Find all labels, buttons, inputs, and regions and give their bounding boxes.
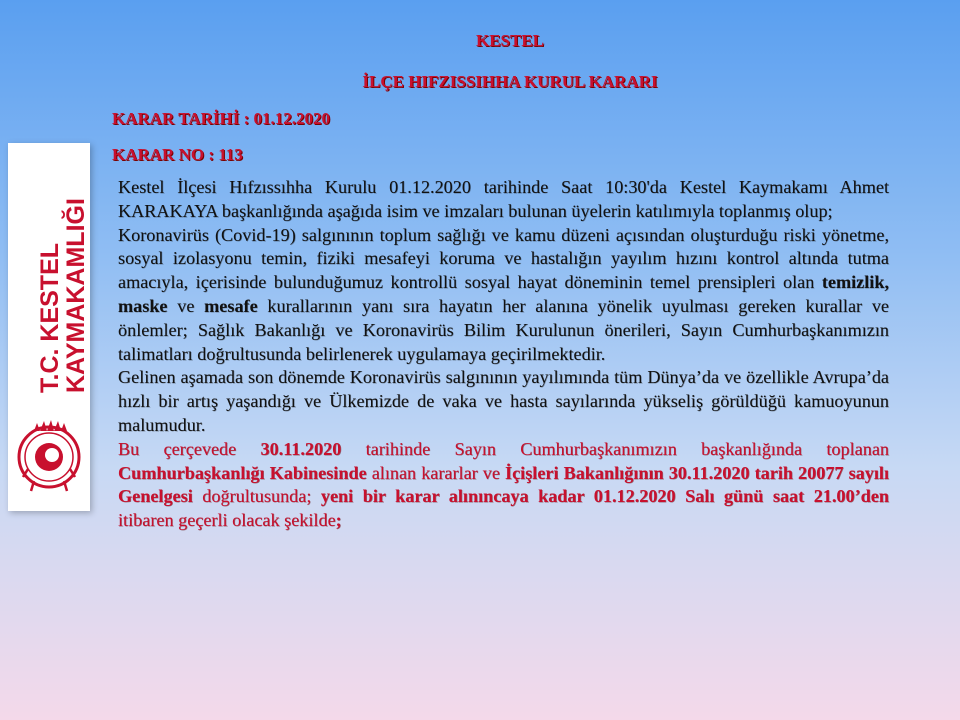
kaymakamlik-logo	[8, 143, 90, 511]
paragraph-1: Kestel İlçesi Hıfzıssıhha Kurulu 01.12.2020 tarihinde Saat 10:30'da Kestel Kaymakamı Ahmet KARAKAYA başkanlığında aşağıda isim ve imzaları bulunan üyelerin katılımıyla toplanmış olup;	[118, 177, 889, 221]
document-title: KESTEL	[475, 31, 545, 50]
document-subtitle: İLÇE HIFZISSIHHA KURUL KARARI	[362, 72, 658, 91]
logo-line-1: T.C. KESTEL	[36, 242, 64, 393]
paragraph-2: Koronavirüs (Covid-19) salgınının toplum sağlığı ve kamu düzeni açısından oluşturduğu riski yönetme, sosyal izolasyonu temin, fiziki mesafeyi koruma ve hastalığın yayılım hızını kontrol altında tutma amacıyla, içerisinde bulunduğumuz kontrollü sosyal hayat döneminin temel prensipleri olan temizlik, maske ve mesafe kurallarının yanı sıra hayatın her alanına yönelik uyulması gereken kurallar ve önlemler; Sağlık Bakanlığı ve Koronavirüs Bilim Kurulunun önerileri, Sayın Cumhurbaşkanımızın talimatları doğrultusunda belirlenerek uygulamaya geçirilmektedir.	[118, 224, 889, 364]
paragraph-4: Bu çerçevede 30.11.2020 tarihinde Sayın Cumhurbaşkanımızın başkanlığında toplanan Cumhurbaşkanlığı Kabinesinde alınan kararlar ve İçişleri Bakanlığının 30.11.2020 tarih 20077 sayılı Genelgesi doğrultusunda; yeni bir karar alınıncaya kadar 01.12.2020 Salı günü saat 21.00’den itibaren geçerli olacak şekilde;	[118, 438, 890, 531]
decision-body	[118, 176, 889, 533]
paragraph-3: Gelinen aşamada son dönemde Koronavirüs salgınının yayılımında tüm Dünya’da ve özellikle Avrupa’da hızlı bir artış yaşandığı ve Ülkemizde de vaka ve hasta sayılarında yükseliş görüldüğü kamuoyunun malumudur.	[118, 367, 889, 435]
decision-number: KARAR NO : 113	[112, 145, 243, 164]
decision-date: KARAR TARİHİ : 01.12.2020	[112, 109, 331, 128]
logo-line-2: KAYMAKAMLIĞI	[62, 198, 90, 393]
logo-text	[8, 143, 90, 403]
emblem-icon	[14, 411, 84, 503]
